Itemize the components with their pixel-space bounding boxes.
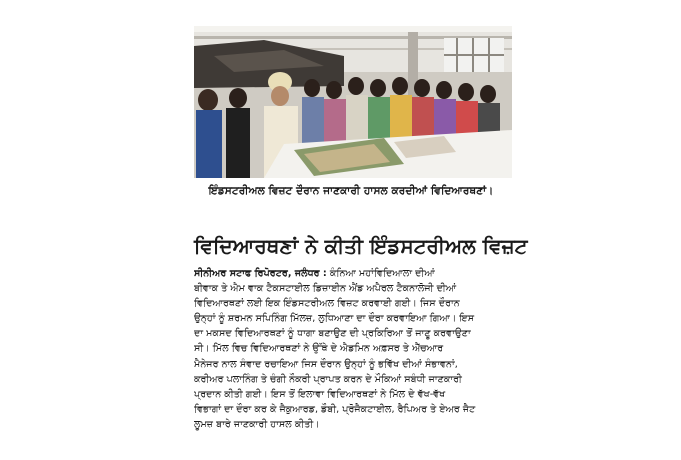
article-line: ਮੈਨੇਜਰ ਨਾਲ ਸੰਵਾਦ ਰਚਾਇਆ ਜਿਸ ਦੌਰਾਨ ਉਨ੍ਹਾਂ ਨੂੰ ਭਵਿੱਖ ਦੀਆਂ ਸੰਭਾਵਨਾਂ, bbox=[194, 358, 458, 370]
article-line: ਕੰਨਿਆ ਮਹਾਂਵਿਦਿਆਲਾ ਦੀਆਂ bbox=[329, 268, 435, 279]
article-first-line bbox=[194, 266, 516, 281]
article-dateline: ਸੀਨੀਅਰ ਸਟਾਫ ਰਿਪੋਰਟਰ, ਜਲੰਧਰ : bbox=[194, 268, 327, 279]
photo-illustration bbox=[194, 26, 512, 178]
article-line: ਵਿਦਿਆਰਥਣਾਂ ਲਈ ਇਕ ਇੰਡਸਟਰੀਅਲ ਵਿਜ਼ਟ ਕਰਵਾਈ ਗਈ। ਜਿਸ ਦੌਰਾਨ bbox=[194, 298, 460, 310]
news-photo bbox=[194, 26, 512, 178]
article-line: ਕਰੀਅਰ ਪਲਾਨਿੰਗ ਤੇ ਚੰਗੀ ਨੌਕਰੀ ਪ੍ਰਾਪਤ ਕਰਨ ਦੇ ਮੌਕਿਆਂ ਸਬੰਧੀ ਜਾਣਕਾਰੀ bbox=[194, 373, 462, 385]
article-line: ਵਿਭਾਗਾਂ ਦਾ ਦੌਰਾ ਕਰ ਕੇ ਜੈਕੁਆਰਡ, ਡੌਬੀ, ਪ੍ਰੋਜੈਕਟਾਈਲ, ਰੈਪਿਅਰ ਤੇ ਏਅਰ ਜੈਟ bbox=[194, 403, 476, 415]
article-headline: ਵਿਦਿਆਰਥਣਾਂ ਨੇ ਕੀਤੀ ਇੰਡਸਟਰੀਅਲ ਵਿਜ਼ਟ bbox=[194, 234, 528, 258]
article-line: ਲੂਮਜ਼ ਬਾਰੇ ਜਾਣਕਾਰੀ ਹਾਸਲ ਕੀਤੀ। bbox=[194, 418, 320, 430]
photo-caption: ਇੰਡਸਟਰੀਅਲ ਵਿਜ਼ਟ ਦੌਰਾਨ ਜਾਣਕਾਰੀ ਹਾਸਲ ਕਰਦੀਆਂ ਵਿਦਿਆਰਥਣਾਂ। bbox=[208, 185, 494, 197]
article-line: ਸੀ। ਮਿੱਲ ਵਿਚ ਵਿਦਿਆਰਥਣਾਂ ਨੇ ਉੱਥੇ ਦੇ ਐਡਮਿਨ ਅਫ਼ਸਰ ਤੇ ਐੱਚਆਰ bbox=[194, 343, 444, 355]
article-line: ਦਾ ਮਕਸਦ ਵਿਦਿਆਰਥਣਾਂ ਨੂੰ ਧਾਗਾ ਬਣਾਉਣ ਦੀ ਪ੍ਰਕਿਰਿਆ ਤੋਂ ਜਾਣੂ ਕਰਵਾਉਣਾ bbox=[194, 328, 471, 340]
article-line: ਪ੍ਰਦਾਨ ਕੀਤੀ ਗਈ। ਇਸ ਤੋਂ ਇਲਾਵਾ ਵਿਦਿਆਰਥਣਾਂ ਨੇ ਮਿੱਲ ਦੇ ਵੱਖ-ਵੱਖ bbox=[194, 388, 446, 400]
newspaper-clipping bbox=[186, 22, 528, 442]
article-body bbox=[194, 266, 516, 432]
article-line: ਉਨ੍ਹਾਂ ਨੂੰ ਸ਼ਰਮਨ ਸਪਿਨਿੰਗ ਮਿੱਲਜ਼, ਲੁਧਿਆਣਾ ਦਾ ਦੌਰਾ ਕਰਵਾਇਆ ਗਿਆ। ਇਸ bbox=[194, 313, 475, 325]
article-line: ਬੀਵਾਕ ਤੇ ਐਮ ਵਾਕ ਟੈਕਸਟਾਈਲ ਡਿਜ਼ਾਈਨ ਐਂਡ ਅਪੈਰਲ ਟੈਕਨਾਲੋਜੀ ਦੀਆਂ bbox=[194, 283, 457, 295]
